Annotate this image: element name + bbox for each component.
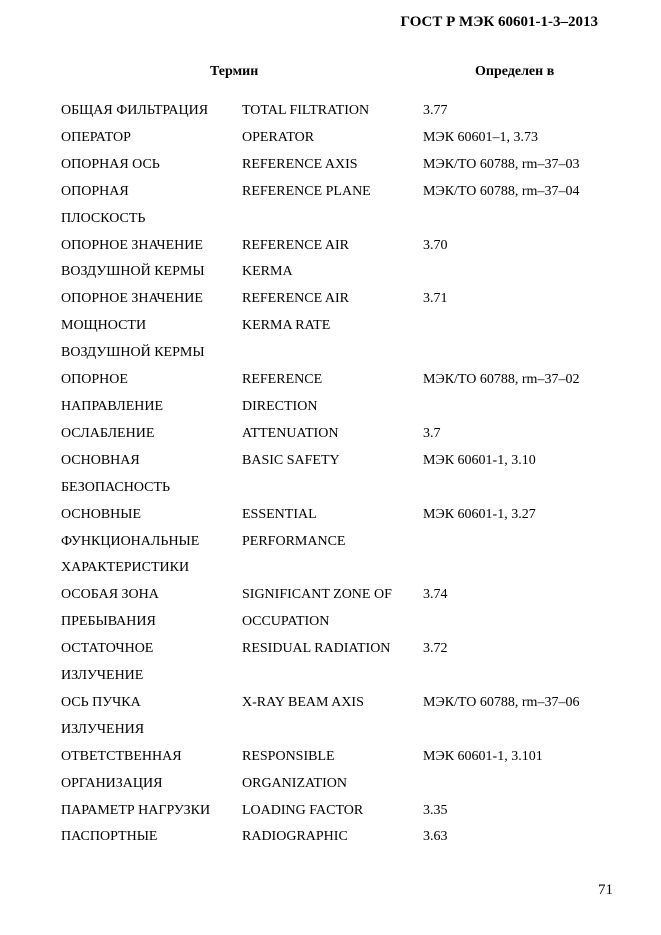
term-russian-line: ОРГАНИЗАЦИЯ (61, 775, 163, 791)
term-row (61, 125, 621, 152)
term-reference: 3.70 (423, 237, 448, 253)
term-english (242, 744, 423, 798)
term-row (61, 502, 621, 583)
term-russian (61, 179, 242, 233)
term-english-line: RESIDUAL RADIATION (242, 641, 391, 657)
term-row (61, 286, 621, 367)
term-reference: 3.77 (423, 103, 448, 118)
term-english-line: RADIOGRAPHIC (242, 829, 348, 845)
term-russian (61, 125, 242, 152)
term-reference: МЭК 60601-1, 3.101 (423, 748, 543, 764)
term-row (61, 367, 621, 421)
term-english (242, 798, 423, 825)
term-reference: 3.71 (423, 291, 448, 307)
term-russian-line: ОСОБАЯ ЗОНА (61, 587, 159, 603)
term-russian (61, 798, 242, 825)
term-english-line: REFERENCE (242, 372, 323, 388)
term-english-line: DIRECTION (242, 398, 318, 414)
term-russian-line: БЕЗОПАСНОСТЬ (61, 479, 171, 495)
term-russian (61, 582, 242, 636)
term-english-line: REFERENCE AIR (242, 237, 349, 253)
term-russian-line: ИЗЛУЧЕНИЯ (61, 721, 145, 737)
term-russian (61, 824, 242, 851)
term-english-line: SIGNIFICANT ZONE OF (242, 587, 392, 603)
term-reference: МЭК/ТО 60788, rm–37–02 (423, 372, 580, 388)
term-russian-line: ПЛОСКОСТЬ (61, 210, 146, 226)
term-row (61, 798, 621, 825)
term-russian-line: ПРЕБЫВАНИЯ (61, 614, 156, 630)
term-english-line: ATTENUATION (242, 425, 339, 441)
term-russian-line: ОПОРНОЕ (61, 372, 128, 388)
term-russian-line: ВОЗДУШНОЙ КЕРМЫ (61, 264, 205, 280)
term-row (61, 636, 621, 690)
term-reference: МЭК 60601-1, 3.27 (423, 506, 536, 522)
term-reference: МЭК 60601–1, 3.73 (423, 129, 539, 145)
term-russian-line: ОСТАТОЧНОЕ (61, 641, 154, 657)
term-russian-line: ОСНОВНАЯ (61, 452, 140, 468)
term-russian-line: ОБЩАЯ ФИЛЬТРАЦИЯ (61, 103, 209, 118)
term-russian (61, 421, 242, 448)
term-english (242, 448, 423, 502)
term-english-line: KERMA (242, 264, 293, 280)
term-russian (61, 152, 242, 179)
term-reference: 3.74 (423, 587, 448, 603)
term-english-line: ORGANIZATION (242, 775, 347, 791)
term-english-line: PERFORMANCE (242, 533, 346, 549)
term-english (242, 582, 423, 636)
term-english (242, 286, 423, 367)
term-russian-line: ПАСПОРТНЫЕ (61, 829, 158, 845)
term-row (61, 98, 621, 125)
term-reference: 3.35 (423, 802, 448, 818)
term-reference: 3.7 (423, 425, 441, 441)
term-russian-line: ПАРАМЕТР НАГРУЗКИ (61, 802, 211, 818)
term-row (61, 448, 621, 502)
term-english-line: BASIC SAFETY (242, 452, 340, 468)
term-russian-line: ОПОРНОЕ ЗНАЧЕНИЕ (61, 237, 203, 253)
term-english-line: REFERENCE AIR (242, 291, 349, 307)
column-header-term: Термин (210, 64, 259, 79)
term-row (61, 690, 621, 744)
term-russian-line: МОЩНОСТИ (61, 318, 147, 334)
page-number: 71 (598, 882, 613, 898)
term-english (242, 502, 423, 583)
term-russian-line: ХАРАКТЕРИСТИКИ (61, 560, 190, 576)
term-russian (61, 690, 242, 744)
term-russian-line: ОТВЕТСТВЕННАЯ (61, 748, 182, 764)
term-english-line: X-RAY BEAM AXIS (242, 694, 364, 710)
column-header-defined-in: Определен в (475, 64, 555, 79)
term-russian-line: ОСЬ ПУЧКА (61, 694, 141, 710)
term-reference: МЭК 60601-1, 3.10 (423, 452, 536, 468)
term-english-line: OCCUPATION (242, 614, 330, 630)
term-row (61, 582, 621, 636)
term-english-line: REFERENCE PLANE (242, 183, 371, 199)
term-english (242, 824, 423, 851)
term-russian-line: ОПОРНАЯ (61, 183, 129, 199)
term-english (242, 421, 423, 448)
term-russian (61, 448, 242, 502)
term-russian (61, 233, 242, 287)
term-russian (61, 744, 242, 798)
term-english (242, 367, 423, 421)
term-english (242, 152, 423, 179)
term-row (61, 233, 621, 287)
term-reference: МЭК/ТО 60788, rm–37–06 (423, 694, 580, 710)
term-english-line: KERMA RATE (242, 318, 331, 334)
term-row (61, 152, 621, 179)
term-reference: МЭК/ТО 60788, rm–37–04 (423, 183, 580, 199)
term-russian-line: ОСНОВНЫЕ (61, 506, 142, 522)
term-russian (61, 367, 242, 421)
term-english-line: RESPONSIBLE (242, 748, 335, 764)
term-english-line: ESSENTIAL (242, 506, 317, 522)
term-reference: 3.72 (423, 641, 448, 657)
term-russian-line: ВОЗДУШНОЙ КЕРМЫ (61, 345, 205, 361)
term-english-line: LOADING FACTOR (242, 802, 364, 818)
term-reference: 3.63 (423, 829, 448, 845)
term-russian-line: ОПЕРАТОР (61, 129, 131, 145)
term-english-line: REFERENCE AXIS (242, 156, 358, 172)
term-russian-line: НАПРАВЛЕНИЕ (61, 398, 164, 414)
document-header: ГОСТ Р МЭК 60601-1-3–2013 (400, 14, 598, 30)
term-row (61, 744, 621, 798)
term-english (242, 125, 423, 152)
term-english-line: OPERATOR (242, 129, 315, 145)
term-reference: МЭК/ТО 60788, rm–37–03 (423, 156, 580, 172)
term-russian-line: ОПОРНАЯ ОСЬ (61, 156, 160, 172)
term-russian-line: ИЗЛУЧЕНИЕ (61, 668, 144, 684)
term-list (61, 98, 621, 851)
term-english (242, 636, 423, 690)
term-row (61, 421, 621, 448)
term-english (242, 98, 423, 125)
term-row (61, 179, 621, 233)
term-russian (61, 286, 242, 367)
term-english (242, 179, 423, 233)
term-russian-line: ОПОРНОЕ ЗНАЧЕНИЕ (61, 291, 203, 307)
term-russian-line: ФУНКЦИОНАЛЬНЫЕ (61, 533, 200, 549)
term-english (242, 690, 423, 744)
term-russian (61, 636, 242, 690)
term-row (61, 824, 621, 851)
term-russian (61, 502, 242, 583)
term-english (242, 233, 423, 287)
term-english-line: TOTAL FILTRATION (242, 103, 370, 118)
term-russian-line: ОСЛАБЛЕНИЕ (61, 425, 155, 441)
term-russian (61, 98, 242, 125)
